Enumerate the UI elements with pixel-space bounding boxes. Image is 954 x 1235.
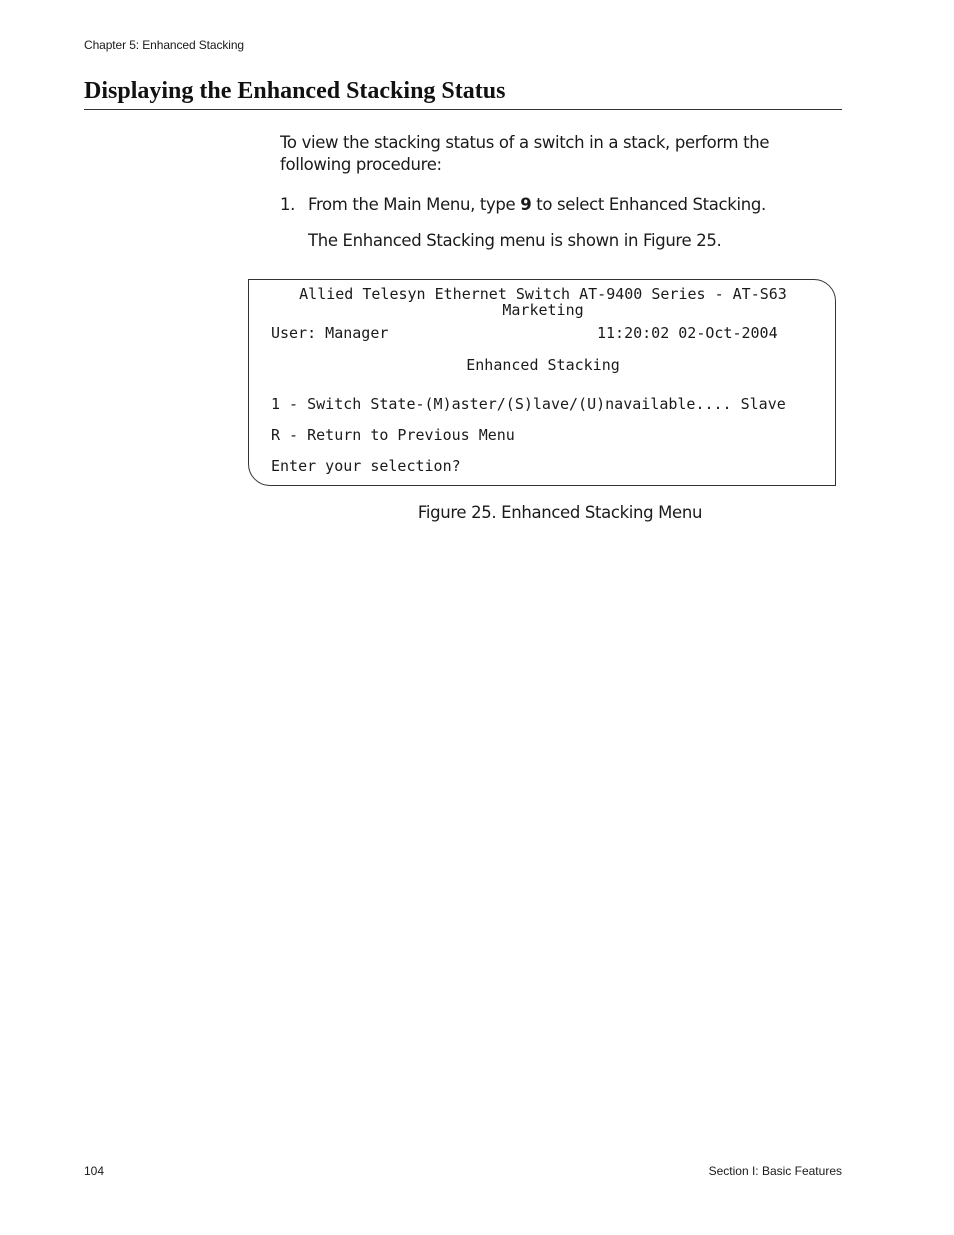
step-1 [280, 194, 842, 216]
step-key: 9 [520, 195, 532, 214]
intro-paragraph: To view the stacking status of a switch in a stack, perform the following procedure: [280, 133, 770, 174]
terminal-menu-figure [248, 279, 836, 486]
terminal-user: User: Manager [271, 324, 389, 342]
running-header-chapter: Chapter 5: Enhanced Stacking [84, 38, 244, 52]
terminal-title-line1: Allied Telesyn Ethernet Switch AT-9400 Series - AT-S63 [299, 285, 787, 303]
footer-section: Section I: Basic Features [708, 1164, 842, 1178]
section-title: Displaying the Enhanced Stacking Status [84, 78, 506, 104]
terminal-timestamp: 11:20:02 02-Oct-2004 [597, 324, 778, 342]
terminal-option-return: R - Return to Previous Menu [271, 426, 515, 444]
figure-caption: Figure 25. Enhanced Stacking Menu [417, 503, 703, 522]
terminal-title-line2: Marketing [502, 301, 584, 319]
step-text-before: From the Main Menu, type [308, 195, 521, 214]
terminal-menu-title: Enhanced Stacking [466, 356, 620, 374]
terminal-option-switch-state: 1 - Switch State-(M)aster/(S)lave/(U)navailable.... Slave [271, 395, 786, 413]
step-text-after: to select Enhanced Stacking. [531, 195, 766, 214]
title-divider [84, 109, 842, 110]
step-1-note: The Enhanced Stacking menu is shown in Figure 25. [308, 231, 722, 250]
terminal-prompt: Enter your selection? [271, 457, 461, 475]
step-number: 1. [280, 195, 296, 214]
page-number: 104 [84, 1164, 105, 1178]
